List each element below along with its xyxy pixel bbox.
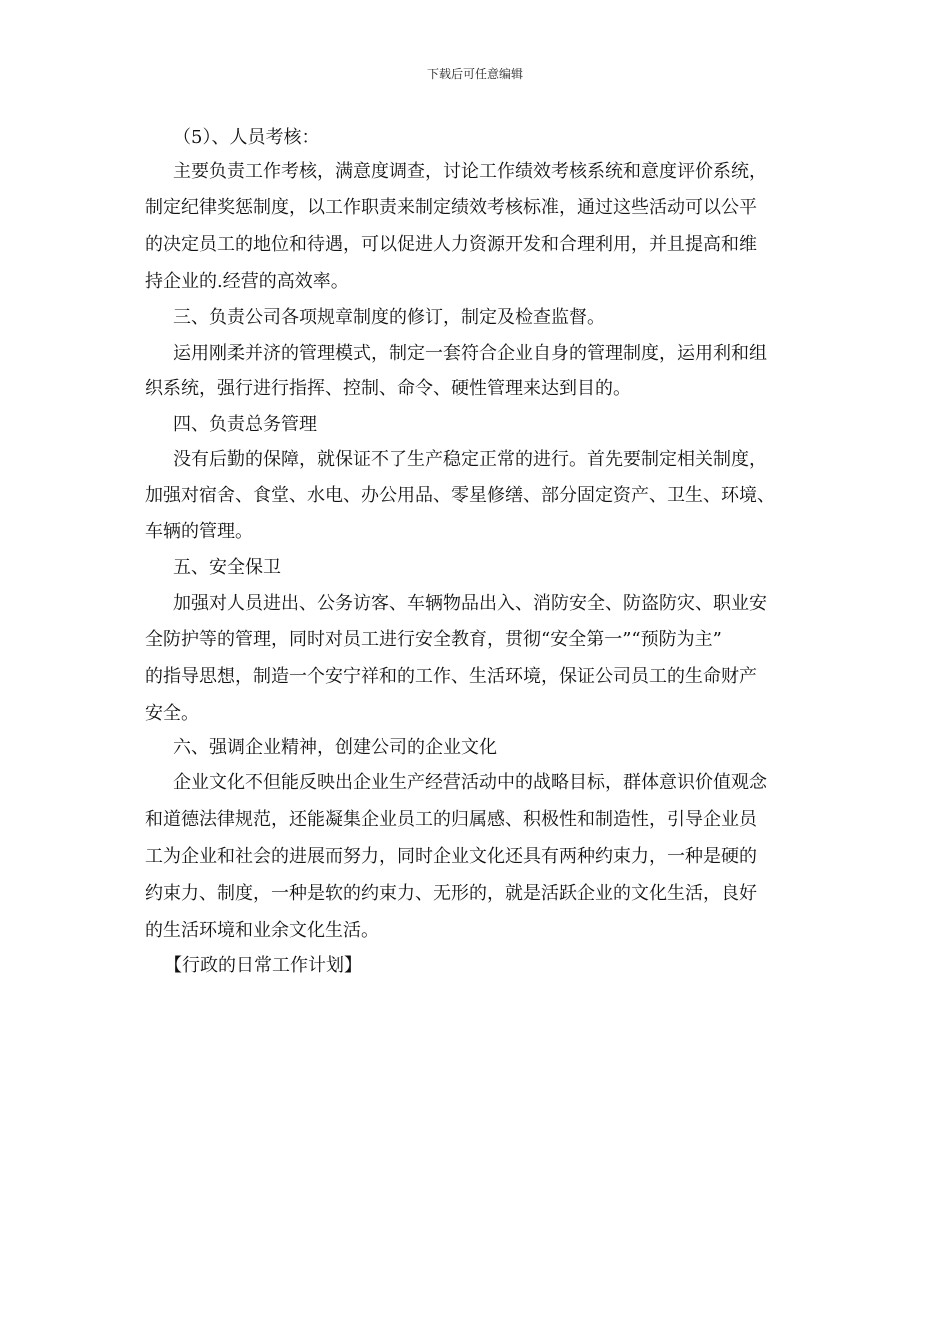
section-heading-personnel-assessment: （5）、人员考核：: [173, 127, 320, 148]
paragraph-line: 安全。: [145, 703, 199, 724]
paragraph-line: 约束力、制度，一种是软的约束力、无形的，就是活跃企业的文化生活，良好: [145, 883, 757, 904]
paragraph-line: 的指导思想，制造一个安宁祥和的工作、生活环境，保证公司员工的生命财产: [145, 666, 757, 687]
section-heading-6: 六、强调企业精神，创建公司的企业文化: [173, 737, 497, 758]
section-heading-3: 三、负责公司各项规章制度的修订，制定及检查监督。: [173, 307, 605, 328]
section-heading-5: 五、安全保卫: [173, 557, 281, 578]
paragraph-line: 全防护等的管理，同时对员工进行安全教育，贯彻“安全第一”“预防为主”: [145, 629, 722, 650]
paragraph-line: 制定纪律奖惩制度，以工作职责来制定绩效考核标准，通过这些活动可以公平: [145, 197, 757, 218]
paragraph-line: 主要负责工作考核，满意度调查，讨论工作绩效考核系统和意度评价系统，: [173, 161, 767, 182]
paragraph-line: 持企业的.经营的高效率。: [145, 271, 349, 292]
paragraph-line: 的生活环境和业余文化生活。: [145, 920, 379, 941]
paragraph-line: 运用刚柔并济的管理模式，制定一套符合企业自身的管理制度，运用利和组: [173, 343, 767, 364]
paragraph-line: 车辆的管理。: [145, 521, 253, 542]
paragraph-line: 企业文化不但能反映出企业生产经营活动中的战略目标，群体意识价值观念: [173, 772, 767, 793]
paragraph-line: 和道德法律规范，还能凝集企业员工的归属感、积极性和制造性，引导企业员: [145, 809, 757, 830]
page-header-note: 下载后可任意编辑: [426, 67, 523, 81]
section-title-daily-plan: 【行政的日常工作计划】: [164, 955, 362, 976]
paragraph-line: 的决定员工的地位和待遇，可以促进人力资源开发和合理利用，并且提高和维: [145, 234, 757, 255]
section-heading-4: 四、负责总务管理: [173, 414, 317, 435]
paragraph-line: 加强对宿舍、食堂、水电、办公用品、零星修缮、部分固定资产、卫生、环境、: [145, 485, 775, 506]
paragraph-line: 没有后勤的保障，就保证不了生产稳定正常的进行。首先要制定相关制度，: [173, 449, 767, 470]
paragraph-line: 加强对人员进出、公务访客、车辆物品出入、消防安全、防盗防灾、职业安: [173, 593, 767, 614]
paragraph-line: 织系统，强行进行指挥、控制、命令、硬性管理来达到目的。: [145, 378, 631, 399]
paragraph-line: 工为企业和社会的进展而努力，同时企业文化还具有两种约束力，一种是硬的: [145, 846, 757, 867]
